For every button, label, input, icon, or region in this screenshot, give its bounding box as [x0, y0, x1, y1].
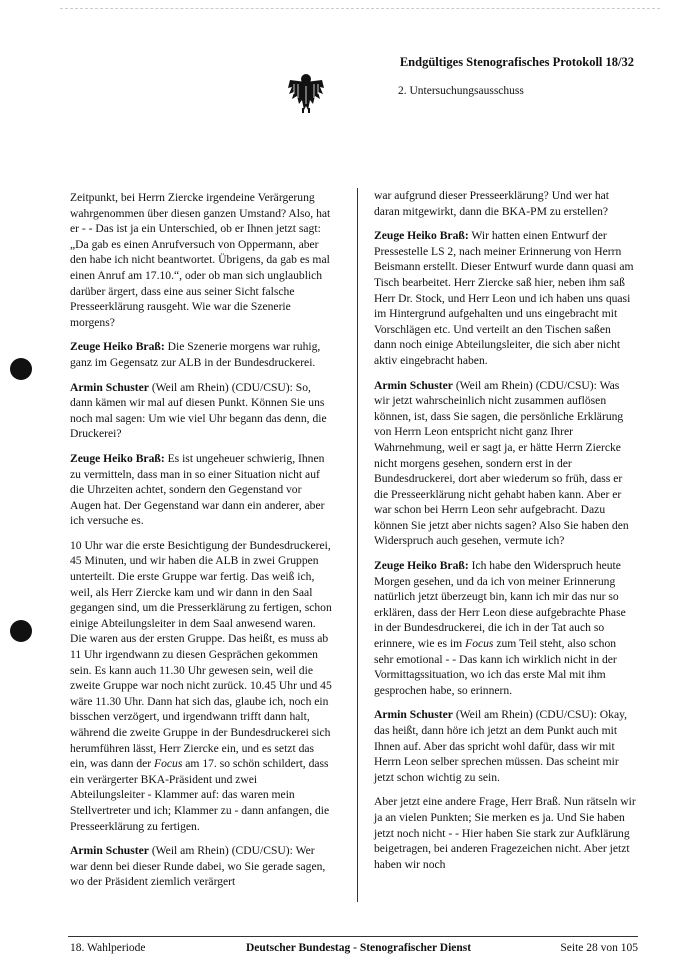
scan-edge-line	[60, 8, 660, 9]
column-divider	[357, 188, 358, 902]
speaker-name: Zeuge Heiko Braß:	[70, 340, 165, 354]
right-text-column	[374, 188, 636, 881]
speaker-name: Armin Schuster	[374, 378, 453, 392]
speaker-name: Armin Schuster	[70, 844, 149, 858]
paragraph: war aufgrund dieser Presseerklärung? Und wer hat daran mitgewirkt, dann die BKA-PM zu erstellen?	[374, 189, 610, 218]
focus-italic: Focus	[154, 757, 183, 771]
legislative-period: 18. Wahlperiode	[70, 942, 146, 954]
left-text-column	[70, 190, 332, 899]
punch-hole-mark	[10, 620, 32, 642]
focus-italic: Focus	[465, 637, 494, 651]
footer-rule	[68, 936, 638, 937]
paragraph: Zeuge Heiko Braß: Ich habe den Widerspruch heute Morgen gesehen, und da ich von meiner Erinnerung natürlich jetzt überzeugt bin, kann ich mir das nur so erklären, dass der Herr Leon diese aufgebrachte Phase in der Bundesdruckerei, die ich in der Tat auch so erinnere, wie es im Focus zum Teil steht, also schon sehr emotional - - Das kann ich wirklich nicht in der Vormittagssituation, wo ich das erste Mal mit ihm gesprochen habe, so erinnern.	[374, 559, 626, 697]
footer-publisher: Deutscher Bundestag - Stenografischer Dienst	[246, 942, 472, 954]
paragraph: Zeitpunkt, bei Herrn Ziercke irgendeine Verärgerung wahrgenommen über diesen ganzen Umstand? Also, hat er - - Das ist ja ein Unterschied, ob er Ihnen jetzt sagt: „Da gab es einen Anrufversuch von Oppermann, aber den habe ich nicht beantwortet. Übrigens, da gab es mal einen Anruf am 17.10.“, oder ob man sich unglaublich darüber ärgert, dass eine aus seiner Sicht falsche Presseerklärung rausgeht. Wie war die Szenerie morgens?	[70, 191, 331, 329]
speaker-party: (Weil am Rhein) (CDU/CSU):	[455, 708, 597, 722]
paragraph: Aber jetzt eine andere Frage, Herr Braß. Nun rätseln wir ja an vielen Punkten; Sie merken es ja. Und Sie haben jetzt noch nicht - - Hier haben Sie stark zur Aufklärung beigetragen, bei anderen Fragezeichen nicht. Aber jetzt haben wir noch	[374, 795, 636, 871]
protocol-title: Endgültiges Stenografisches Protokoll 18/32	[399, 55, 634, 69]
paragraph: Zeuge Heiko Braß: Es ist ungeheuer schwierig, Ihnen zu vermitteln, dass man in so einer Situation nicht auf die Uhrzeiten achtet, sondern den Gegenstand vor Augen hat. Der Gegenstand war dann ein anderer, aber ich versuche es.	[70, 451, 325, 528]
speaker-party: (Weil am Rhein) (CDU/CSU):	[151, 844, 293, 858]
speaker-name: Zeuge Heiko Braß:	[374, 229, 469, 243]
speaker-name: Zeuge Heiko Braß:	[374, 559, 469, 573]
paragraph: 10 Uhr war die erste Besichtigung der Bundesdruckerei, 45 Minuten, und wir haben die ALB in zwei Gruppen unterteilt. Die erste Gruppe war fertig. Das weiß ich, weil, als Herr Ziercke kam und wir dann in den Saal gegangen sind, um die Presserklärung zu fertigen, schon einige Abteilungsleiter in dem Saal anwesend waren. Die waren aus der ersten Gruppe. Das heißt, es muss ab 11 Uhr irgendwann zu diesen Gesprächen gekommen sein. Es kann auch 11.30 Uhr gewesen sein, weil die zweite Gruppe war noch nicht zurück. 10.45 Uhr und 45 wäre 11.30 Uhr. Dann hat sich das, glaube ich, noch ein bisschen verzögert, und irgendwann trifft dann halt, während die zweite Gruppe in der Bundesdruckerei sich herumführen lässt, Herr Ziercke ein, und es setzt das ein, was dann der Focus am 17. so schön schildert, dass ein verärgerter BKA-Präsident und zwei Abteilungsleiter - Klammer auf: das waren mein Stellvertreter und ich; Klammer zu - dann anfangen, die Presseerklärung zu fertigen.	[70, 538, 332, 833]
punch-hole-mark	[10, 358, 32, 380]
bundestag-eagle-logo	[286, 70, 326, 114]
speaker-name: Zeuge Heiko Braß:	[70, 451, 165, 465]
paragraph: Armin Schuster (Weil am Rhein) (CDU/CSU): So, dann kämen wir mal auf diesen Punkt. Können Sie uns noch mal sagen: Um wie viel Uhr begann das denn, die Druckerei?	[70, 380, 327, 441]
paragraph: Armin Schuster (Weil am Rhein) (CDU/CSU): Was wir jetzt wahrscheinlich nicht zusammen auflösen können, ist, dass Sie sagen, die persönliche Erklärung von Herrn Leon entspricht nicht ganz Ihrer Wahrnehmung, weil er sagt ja, er hätte Herrn Ziercke nicht morgens gesehen, sondern erst in der Bundesdruckerei, dort aber wiederum so früh, dass er die Presseerklärung nicht gehabt haben kann. Aber er war schon bei Herrn Leon sehr aufgebracht. Dazu können Sie jetzt aber nichts sagen? Also Sie haben den Widerspruch auch gesehen, vermute ich?	[374, 378, 629, 548]
speaker-party: (Weil am Rhein) (CDU/CSU):	[151, 380, 293, 394]
paragraph: Zeuge Heiko Braß: Die Szenerie morgens war ruhig, ganz im Gegensatz zur ALB in der Bundesdruckerei.	[70, 340, 321, 369]
speaker-party: (Weil am Rhein) (CDU/CSU):	[455, 378, 597, 392]
paragraph: Armin Schuster (Weil am Rhein) (CDU/CSU): Okay, das heißt, dann höre ich jetzt an dem Punkt auch mit Ihnen auf. Aber das spricht wohl dafür, dass wir mit Herrn Leon selber sprechen müssen. Das scheint mir jetzt schon wichtig zu sein.	[374, 708, 628, 784]
speaker-name: Armin Schuster	[70, 380, 149, 394]
paragraph: Zeuge Heiko Braß: Wir hatten einen Entwurf der Pressestelle LS 2, nach meiner Erinnerung von Herrn Beismann erstellt. Dieser Entwurf wurde dann quasi am Tisch bearbeitet. Herr Ziercke saß hier, neben ihm saß Herr Dr. Stock, und Herr Leon und ich haben uns quasi im Hintergrund aufgehalten und uns eingebracht mit Vorschlägen etc. Und verteilt an den Tischen saßen dann noch einige Abteilungsleiter, die sich aber nicht aktiv eingebracht haben.	[374, 229, 634, 367]
speaker-name: Armin Schuster	[374, 708, 453, 722]
page-number: Seite 28 von 105	[560, 942, 638, 954]
paragraph: Armin Schuster (Weil am Rhein) (CDU/CSU): Wer war denn bei dieser Runde dabei, wo Sie gerade sagen, wo der Präsident ziemlich verärgert	[70, 844, 326, 889]
committee-name: 2. Untersuchungsausschuss	[398, 85, 524, 97]
